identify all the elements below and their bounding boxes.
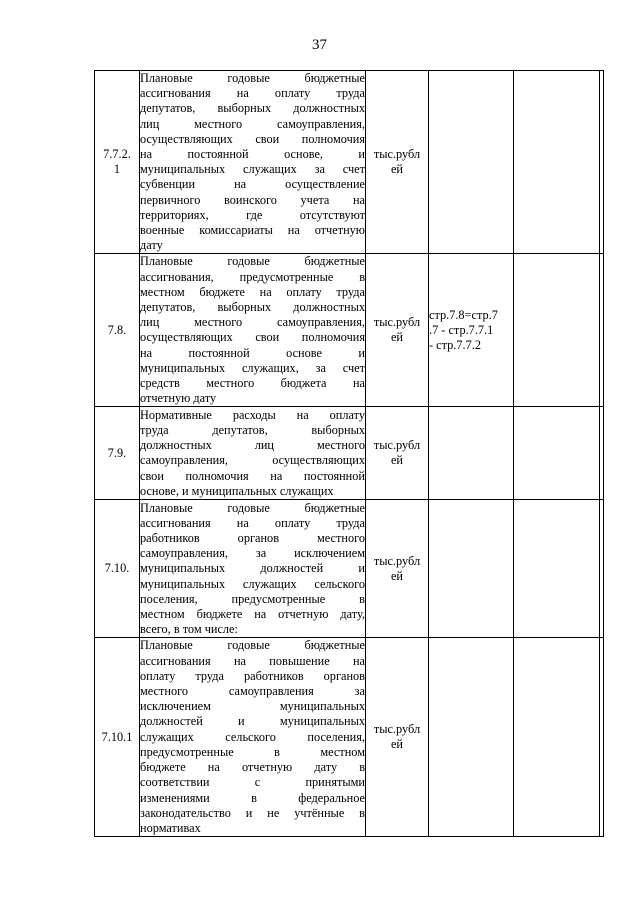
table-row (95, 407, 604, 500)
row-value-cell (514, 638, 600, 837)
row-unit: тыс.рубл ей (366, 254, 429, 407)
row-description: Нормативные расходы на оплату труда депутатов, выборных должностных лиц местного самоуправления, осуществляющих свои полномочия на постоянной основе, и муниципальных служащих (140, 407, 366, 500)
row-value-cell (514, 500, 600, 638)
table-row (95, 638, 604, 837)
row-code: 7.7.2. 1 (95, 71, 140, 254)
row-formula (429, 638, 514, 837)
row-code: 7.10.1 (95, 638, 140, 837)
row-description: Плановые годовые бюджетные ассигнования на оплату труда депутатов, выборных должностных лиц местного самоуправления, осуществляющих свои полномочия на постоянной основе, и муниципальных служащих за счет субвенции на осуществление первичного воинского учета на территориях, где отсутствуют военные комиссариаты на отчетную дату (140, 71, 365, 253)
row-unit: тыс.рубл ей (366, 500, 429, 638)
row-formula (429, 500, 514, 638)
row-formula (429, 71, 514, 254)
row-unit: тыс.рубл ей (366, 407, 429, 500)
row-description: Плановые годовые бюджетные ассигнования на оплату труда работников органов местного самоуправления, за исключением муниципальных должностей и муниципальных служащих сельского поселения, предусмотренные в местном бюджете на отчетную дату, всего, в том числе: (140, 500, 365, 637)
row-formula (429, 407, 514, 500)
row-unit: тыс.рубл ей (366, 638, 429, 837)
row-extra-cell (600, 254, 604, 407)
report-table (94, 70, 604, 837)
row-value-cell (514, 407, 600, 500)
page-number: 37 (312, 37, 327, 53)
row-code: 7.10. (95, 500, 140, 638)
table-row (95, 254, 604, 407)
row-code: 7.8. (95, 254, 140, 407)
row-value-cell (514, 254, 600, 407)
row-description: Плановые годовые бюджетные ассигнования, предусмотренные в местном бюджете на оплату труда депутатов, выборных должностных лиц местного самоуправления, осуществляющих свои полномочия на постоянной основе и муниципальных служащих, за счет средств местного бюджета на отчетную дату (140, 254, 365, 406)
row-extra-cell (600, 71, 604, 254)
row-extra-cell (600, 500, 604, 638)
row-extra-cell (600, 638, 604, 837)
table-row (95, 71, 604, 254)
row-value-cell (514, 71, 600, 254)
row-extra-cell (600, 407, 604, 500)
row-code: 7.9. (95, 407, 140, 500)
table-row (95, 500, 604, 638)
row-description: Плановые годовые бюджетные ассигнования на повышение на оплату труда работников органов местного самоуправления за исключением муниципальных должностей и муниципальных служащих сельского поселения, предусмотренные в местном бюджете на отчетную дату в соответствии с принятыми изменениями в федеральное законодательство и не учтённые в нормативах (140, 638, 365, 835)
row-unit: тыс.рубл ей (366, 71, 429, 254)
row-formula: стр.7.8=стр.7 .7 - стр.7.7.1 - стр.7.7.2 (429, 254, 514, 407)
